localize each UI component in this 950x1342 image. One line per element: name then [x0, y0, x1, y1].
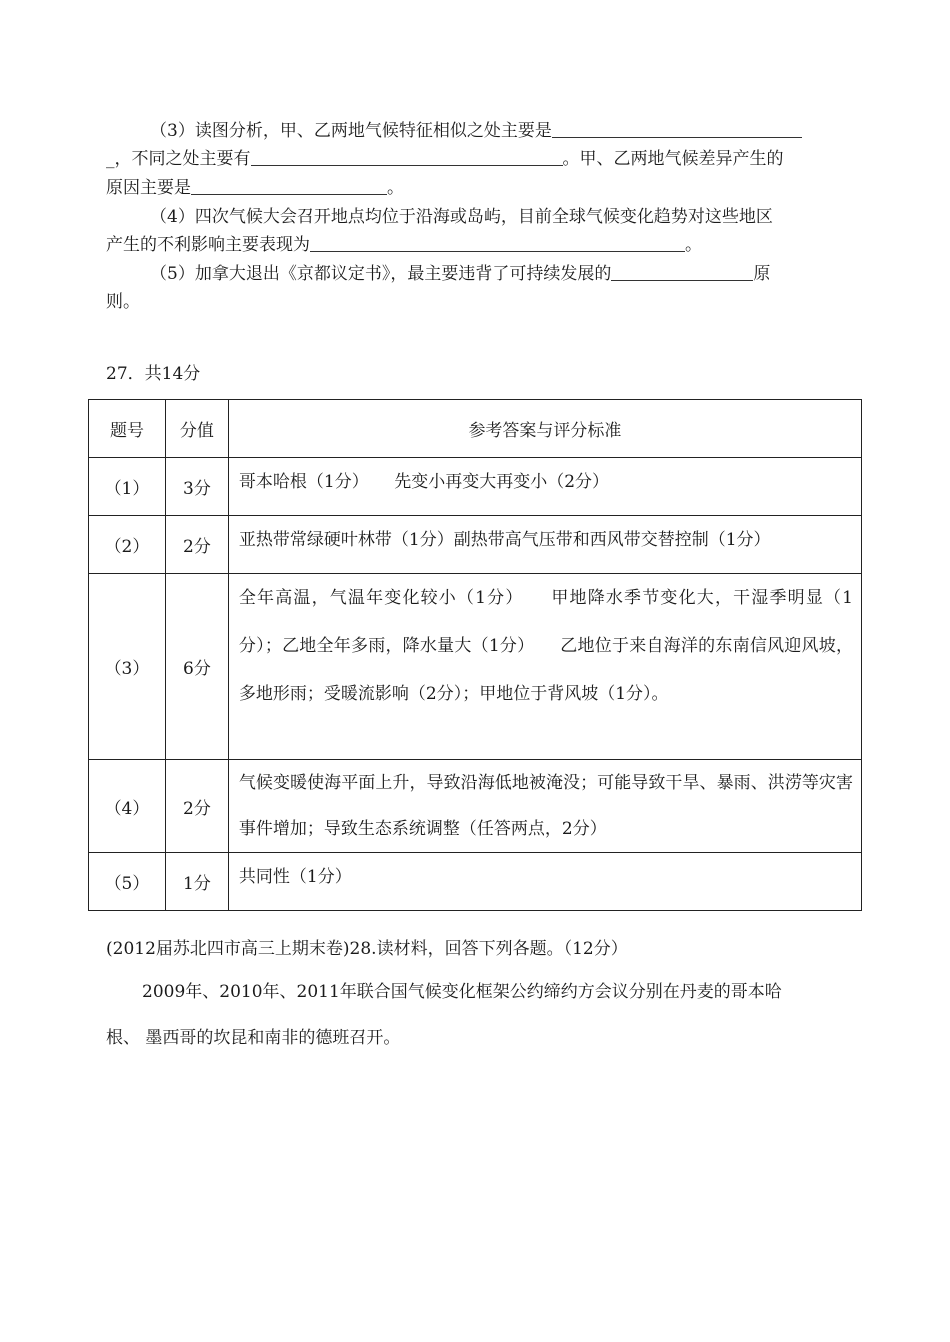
q26-part4-line1	[150, 209, 773, 226]
header-number: 题号	[89, 400, 166, 458]
row-number: （1）	[89, 458, 166, 516]
q26-part4-line2-tail: 。	[685, 235, 702, 255]
q28-heading: (2012届苏北四市高三上期末卷)28.读材料，回答下列各题。（12分）	[106, 939, 628, 959]
q26-part5-line2	[106, 294, 140, 311]
row-answer: 共同性（1分）	[228, 853, 861, 911]
answer-table	[88, 399, 862, 911]
q28-paragraph-line1: 2009年、2010年、2011年联合国气候变化框架公约缔约方会议分别在丹麦的哥本哈	[142, 982, 782, 1002]
table-row	[89, 516, 862, 574]
answer-blank	[611, 279, 753, 281]
row-answer: 哥本哈根（1分） 先变小再变大再变小（2分）	[228, 458, 861, 516]
row-number: （5）	[89, 853, 166, 911]
q26-part5-line1-tail: 原	[753, 264, 771, 284]
answer-blank	[310, 250, 685, 252]
q26-part5-line2-text: 则。	[106, 292, 140, 312]
table-row	[89, 574, 862, 760]
answer-blank	[552, 136, 802, 138]
answer-blank	[251, 164, 563, 166]
q26-part3-line2	[106, 151, 784, 168]
header-answer: 参考答案与评分标准	[228, 400, 861, 458]
row-score: 2分	[165, 760, 228, 853]
table-header-row	[89, 400, 862, 458]
q26-part4-line2	[106, 237, 702, 254]
row-score: 2分	[165, 516, 228, 574]
row-score: 3分	[165, 458, 228, 516]
row-number: （4）	[89, 760, 166, 853]
table-row	[89, 458, 862, 516]
q26-part5-line1	[150, 266, 770, 283]
q26-part3-line3-tail: 。	[387, 178, 404, 198]
answer-blank	[191, 193, 387, 195]
q26-part3-line3-text: 原因主要是	[106, 178, 191, 198]
q26-part4-line2-text: 产生的不利影响主要表现为	[106, 235, 310, 255]
row-number: （3）	[89, 574, 166, 760]
table-row	[89, 760, 862, 853]
row-answer: 气候变暖使海平面上升，导致沿海低地被淹没；可能导致干旱、暴雨、洪涝等灾害事件增加；导致生态系统调整（任答两点，2分）	[228, 760, 861, 853]
q26-part3-line2-text: _，不同之处主要有	[106, 149, 251, 169]
q26-part3-line2-tail: 。甲、乙两地气候差异产生的	[562, 149, 784, 169]
row-score: 1分	[165, 853, 228, 911]
table-row	[89, 853, 862, 911]
q26-part4-line1-text: （4）四次气候大会召开地点均位于沿海或岛屿，目前全球气候变化趋势对这些地区	[150, 207, 773, 227]
row-answer: 亚热带常绿硬叶林带（1分）副热带高气压带和西风带交替控制（1分）	[228, 516, 861, 574]
q26-part3-line1-text: （3）读图分析，甲、乙两地气候特征相似之处主要是	[150, 121, 552, 141]
row-number: （2）	[89, 516, 166, 574]
q26-part3-line3	[106, 180, 404, 197]
row-answer: 全年高温，气温年变化较小（1分） 甲地降水季节变化大，干湿季明显（1分）；乙地全年多雨，降水量大（1分） 乙地位于来自海洋的东南信风迎风坡，多地形雨；受暖流影响（2分）；甲地位于背风坡（1分）。	[228, 574, 861, 760]
q26-part5-line1-text: （5）加拿大退出《京都议定书》，最主要违背了可持续发展的	[150, 264, 612, 284]
row-score: 6分	[165, 574, 228, 760]
q28-paragraph-line2: 根、 墨西哥的坎昆和南非的德班召开。	[106, 1028, 401, 1048]
q27-heading: 27．共14分	[106, 364, 201, 384]
q26-part3-line1	[150, 123, 802, 140]
header-score: 分值	[165, 400, 228, 458]
